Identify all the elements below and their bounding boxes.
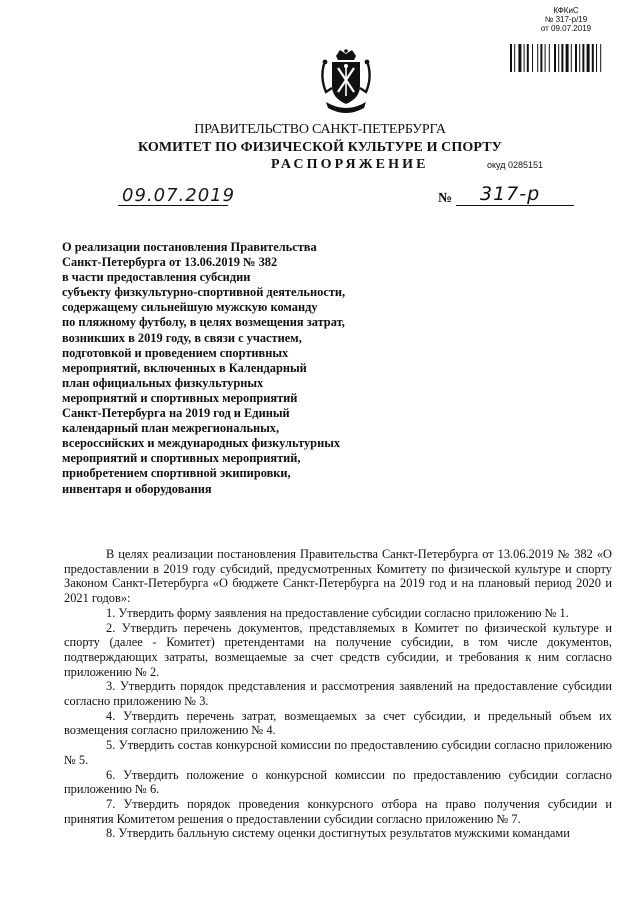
order-date: 09.07.2019 — [122, 185, 236, 206]
government-name: ПРАВИТЕЛЬСТВО САНКТ-ПЕТЕРБУРГА — [194, 122, 446, 137]
order-item: 6. Утвердить положение о конкурсной комиссии по предоставлению субсидии согласно приложению № 6. — [64, 767, 612, 797]
order-item: 8. Утвердить балльную систему оценки достигнутых результатов мужскими командами — [106, 826, 570, 841]
order-body — [64, 547, 612, 841]
order-item: 4. Утвердить перечень затрат, возмещаемых за счет субсидии, и предельный объем их возмещения согласно приложению № 4. — [64, 708, 612, 738]
order-item: 3. Утвердить порядок представления и рассмотрения заявлений на предоставление субсидии согласно приложению № 3. — [64, 679, 612, 709]
subject-line: инвентаря и оборудования — [62, 481, 212, 496]
date-underline — [118, 205, 228, 206]
subject-line: О реализации постановления Правительства — [62, 240, 317, 254]
subject-line: всероссийских и международных физкультурных — [62, 436, 341, 451]
subject-line: Санкт-Петербурга на 2019 год и Единый — [62, 406, 290, 421]
subject-line: приобретением спортивной экипировки, — [62, 466, 291, 481]
registration-stamp — [506, 6, 626, 33]
subject-line: план официальных физкультурных — [62, 375, 264, 390]
order-item: 5. Утвердить состав конкурсной комиссии по предоставлению субсидии согласно приложению № 5. — [64, 738, 612, 767]
stamp-line-2: № 317-р/19 — [544, 15, 588, 24]
order-item: 7. Утвердить порядок проведения конкурсного отбора на право получения субсидии и принятия Комитетом решения о предоставлении субсидии согласно приложению № 7. — [64, 796, 612, 826]
okud-code: окуд 0285151 — [487, 160, 544, 170]
document-type: РАСПОРЯЖЕНИЕ — [271, 157, 429, 172]
barcode-icon — [508, 44, 626, 72]
committee-name: КОМИТЕТ ПО ФИЗИЧЕСКОЙ КУЛЬТУРЕ И СПОРТУ — [137, 140, 503, 155]
subject-line: содержащему сильнейшую мужскую команду — [62, 300, 318, 315]
stamp-line-3: от 09.07.2019 — [540, 24, 592, 33]
subject-line: по пляжному футболу, в целях возмещения затрат, — [62, 315, 345, 330]
subject-line: мероприятий и спортивных мероприятий — [62, 390, 298, 405]
subject-line: мероприятий и спортивных мероприятий, — [62, 451, 301, 466]
subject-line: Санкт-Петербурга от 13.06.2019 № 382 — [62, 255, 278, 270]
subject-line: календарный план межрегиональных, — [62, 421, 280, 436]
subject-line: в части предоставления субсидии — [62, 270, 251, 285]
order-item: 1. Утвердить форму заявления на предоставление субсидии согласно приложению № 1. — [106, 605, 569, 620]
order-subject — [62, 240, 462, 497]
stamp-line-1: КФКиС — [553, 6, 579, 15]
subject-line: мероприятий, включенных в Календарный — [62, 360, 307, 375]
order-number: 317-р — [480, 183, 541, 205]
preamble-paragraph: В целях реализации постановления Правительства Санкт-Петербурга от 13.06.2019 № 382 «О предоставлении в 2019 году субсидий, предусмотренных Комитету по физической культуре и спорту Законом Санкт-Петербурга «О бюджете Санкт-Петербурга на 2019 год и на плановый период 2020 и 2021 годов»: — [64, 547, 612, 606]
subject-line: подготовкой и проведением спортивных — [62, 345, 289, 360]
number-sign: № — [438, 191, 453, 206]
coat-of-arms-icon — [318, 48, 374, 116]
number-underline — [456, 205, 574, 206]
subject-line: субъекту физкультурно-спортивной деятельности, — [62, 285, 346, 300]
subject-line: возникших в 2019 году, в связи с участием, — [62, 330, 302, 345]
order-item: 2. Утвердить перечень документов, представляемых в Комитет по физической культуре и спорту (далее - Комитет) претендентами на получение субсидии, в том числе документов, подтверждающих затраты, возмещаемые за счет средств субсидии, и требования к ним согласно приложению № 2. — [64, 620, 612, 679]
